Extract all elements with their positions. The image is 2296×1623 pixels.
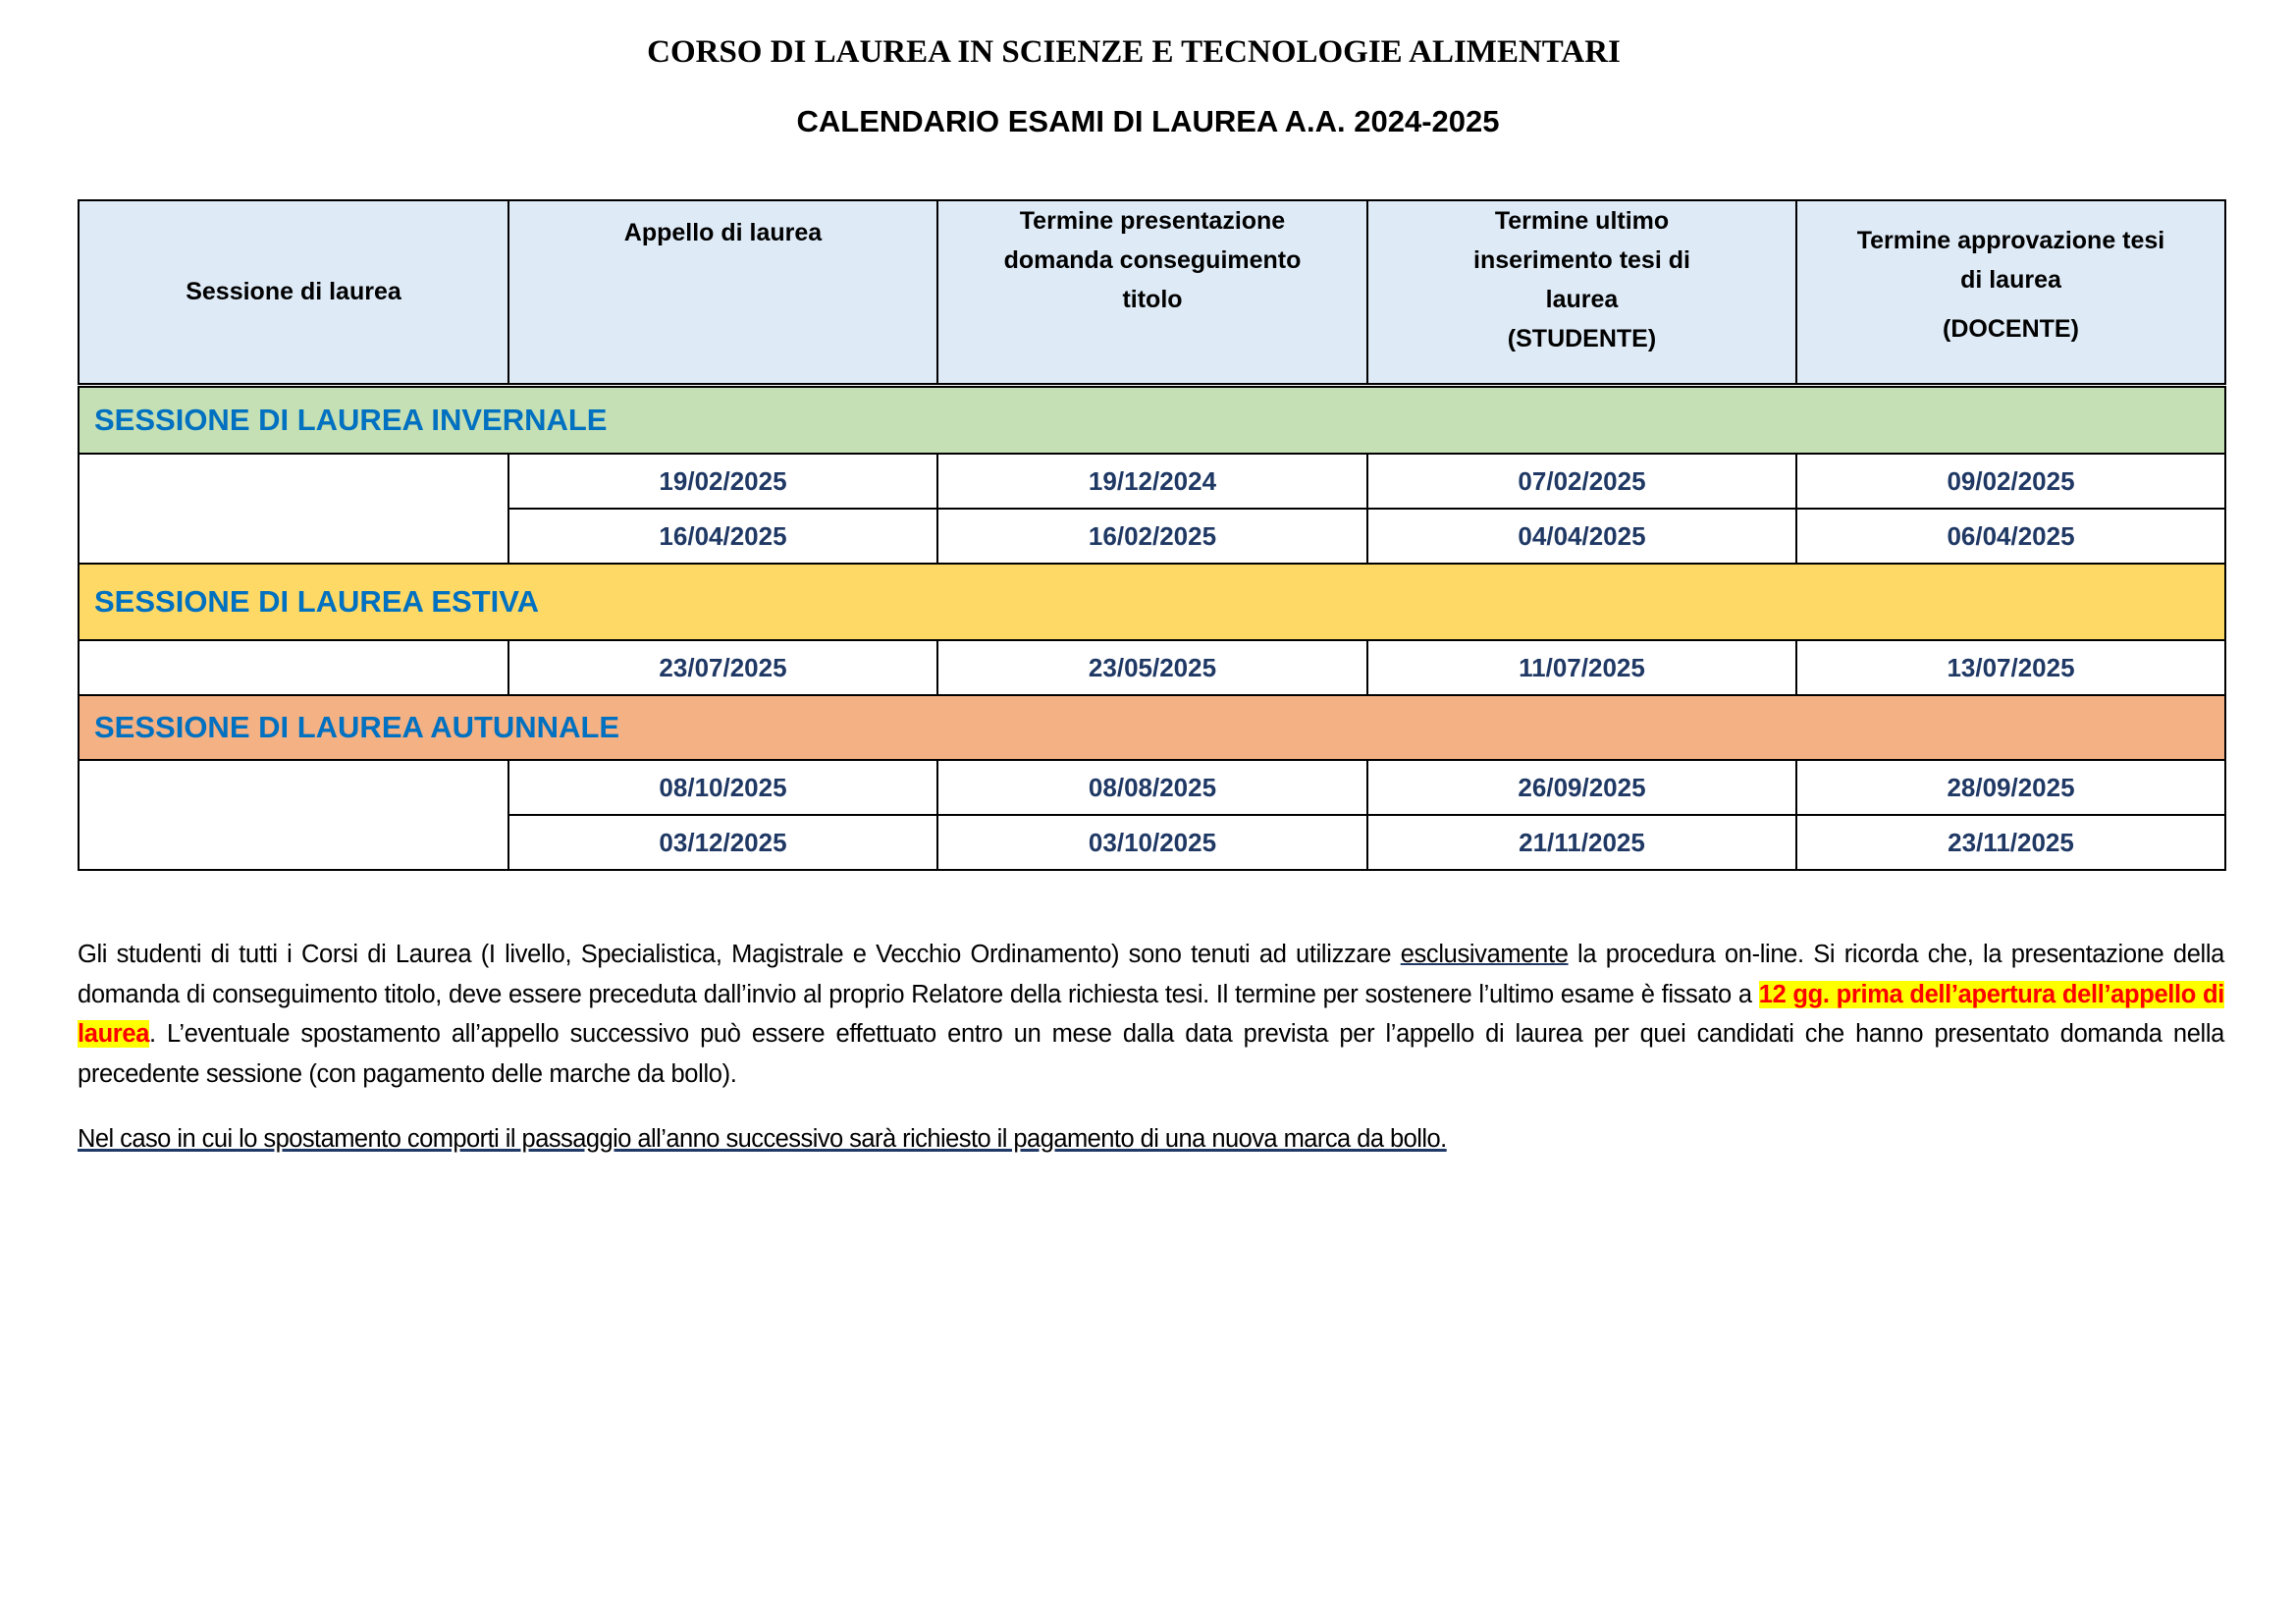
info-paragraph: [78, 935, 2224, 1094]
header-sessione: [79, 200, 508, 384]
header-line: domanda conseguimento: [1003, 246, 1302, 274]
table-row: [79, 760, 2225, 815]
header-approvazione-tesi: [1796, 200, 2225, 384]
approvazione-tesi-date: 23/11/2025: [1796, 815, 2225, 870]
presentazione-domanda-date: 19/12/2024: [937, 454, 1367, 509]
approvazione-tesi-date: 28/09/2025: [1796, 760, 2225, 815]
document-title: CORSO DI LAUREA IN SCIENZE E TECNOLOGIE ALIMENTARI: [647, 34, 1621, 70]
presentazione-domanda-date: 23/05/2025: [937, 640, 1367, 695]
header-line: Termine ultimo: [1494, 207, 1670, 235]
appello-date: 19/02/2025: [508, 454, 937, 509]
inserimento-tesi-date: 21/11/2025: [1367, 815, 1796, 870]
presentazione-domanda-date: 16/02/2025: [937, 509, 1367, 564]
underlined-note: Nel caso in cui lo spostamento comporti il passaggio all’anno successivo sarà richiesto il pagamento di una nuova marca da bollo.: [78, 1125, 1447, 1153]
approvazione-tesi-date: 09/02/2025: [1796, 454, 2225, 509]
header-line: titolo: [1122, 286, 1183, 313]
session-title-estiva: SESSIONE DI LAUREA ESTIVA: [79, 564, 2225, 640]
approvazione-tesi-date: 06/04/2025: [1796, 509, 2225, 564]
header-line: (STUDENTE): [1507, 325, 1657, 352]
highlighted-deadline: 12 gg. prima dell’apertura dell’appello di laurea: [78, 980, 2224, 1048]
schedule-header-table: [78, 199, 2226, 385]
header-line: (DOCENTE): [1943, 315, 2079, 343]
inserimento-tesi-date: 26/09/2025: [1367, 760, 1796, 815]
paragraph-text: . L’eventuale spostamento all’appello successivo può essere effettuato entro un mese dalla data prevista per l’appello di laurea per quei candidati che hanno presentato domanda nella precedente sessione (con pagamento delle marche da bollo).: [78, 1020, 2224, 1088]
document-subtitle: CALENDARIO ESAMI DI LAUREA A.A. 2024-2025: [796, 104, 1500, 138]
session-label-cell: [79, 640, 508, 695]
appello-date: 16/04/2025: [508, 509, 937, 564]
approvazione-tesi-date: 13/07/2025: [1796, 640, 2225, 695]
header-row: [79, 200, 2225, 384]
header-line: inserimento tesi di: [1473, 246, 1690, 274]
session-label-cell: [79, 760, 508, 870]
session-row-estiva: [79, 564, 2225, 640]
inserimento-tesi-date: 07/02/2025: [1367, 454, 1796, 509]
session-row-autunnale: [79, 695, 2225, 760]
session-title-invernale: SESSIONE DI LAUREA INVERNALE: [79, 387, 2225, 454]
header-inserimento-tesi: [1367, 200, 1796, 384]
header-line: laurea: [1545, 286, 1619, 313]
session-label-cell: [79, 454, 508, 564]
inserimento-tesi-date: 04/04/2025: [1367, 509, 1796, 564]
session-row-invernale: [79, 387, 2225, 454]
table-row: [79, 454, 2225, 509]
header-line: di laurea: [1960, 266, 2061, 294]
table-row: [79, 640, 2225, 695]
inserimento-tesi-date: 11/07/2025: [1367, 640, 1796, 695]
header-line: Appello di laurea: [623, 219, 823, 246]
header-presentazione-domanda: [937, 200, 1367, 384]
header-line: Sessione di laurea: [186, 278, 401, 305]
session-title-autunnale: SESSIONE DI LAUREA AUTUNNALE: [79, 695, 2225, 760]
header-appello: [508, 200, 937, 384]
appello-date: 03/12/2025: [508, 815, 937, 870]
header-line: Termine approvazione tesi: [1856, 227, 2165, 254]
paragraph-text: Gli studenti di tutti i Corsi di Laurea (I livello, Specialistica, Magistrale e Vecchio Ordinamento) sono tenuti ad utilizzare: [78, 941, 1401, 968]
underlined-emphasis: esclusivamente: [1400, 941, 1569, 968]
paragraph-text: la procedura on-line. Si ricorda che, la presentazione della domanda di conseguimento titolo, deve essere preceduta dall’invio al proprio Relatore della richiesta tesi. Il termine per sostenere l’ultimo esame è fissato a: [78, 941, 2224, 1008]
appello-date: 23/07/2025: [508, 640, 937, 695]
schedule-table: [78, 386, 2226, 871]
appello-date: 08/10/2025: [508, 760, 937, 815]
presentazione-domanda-date: 08/08/2025: [937, 760, 1367, 815]
header-line: Termine presentazione: [1019, 207, 1286, 235]
presentazione-domanda-date: 03/10/2025: [937, 815, 1367, 870]
